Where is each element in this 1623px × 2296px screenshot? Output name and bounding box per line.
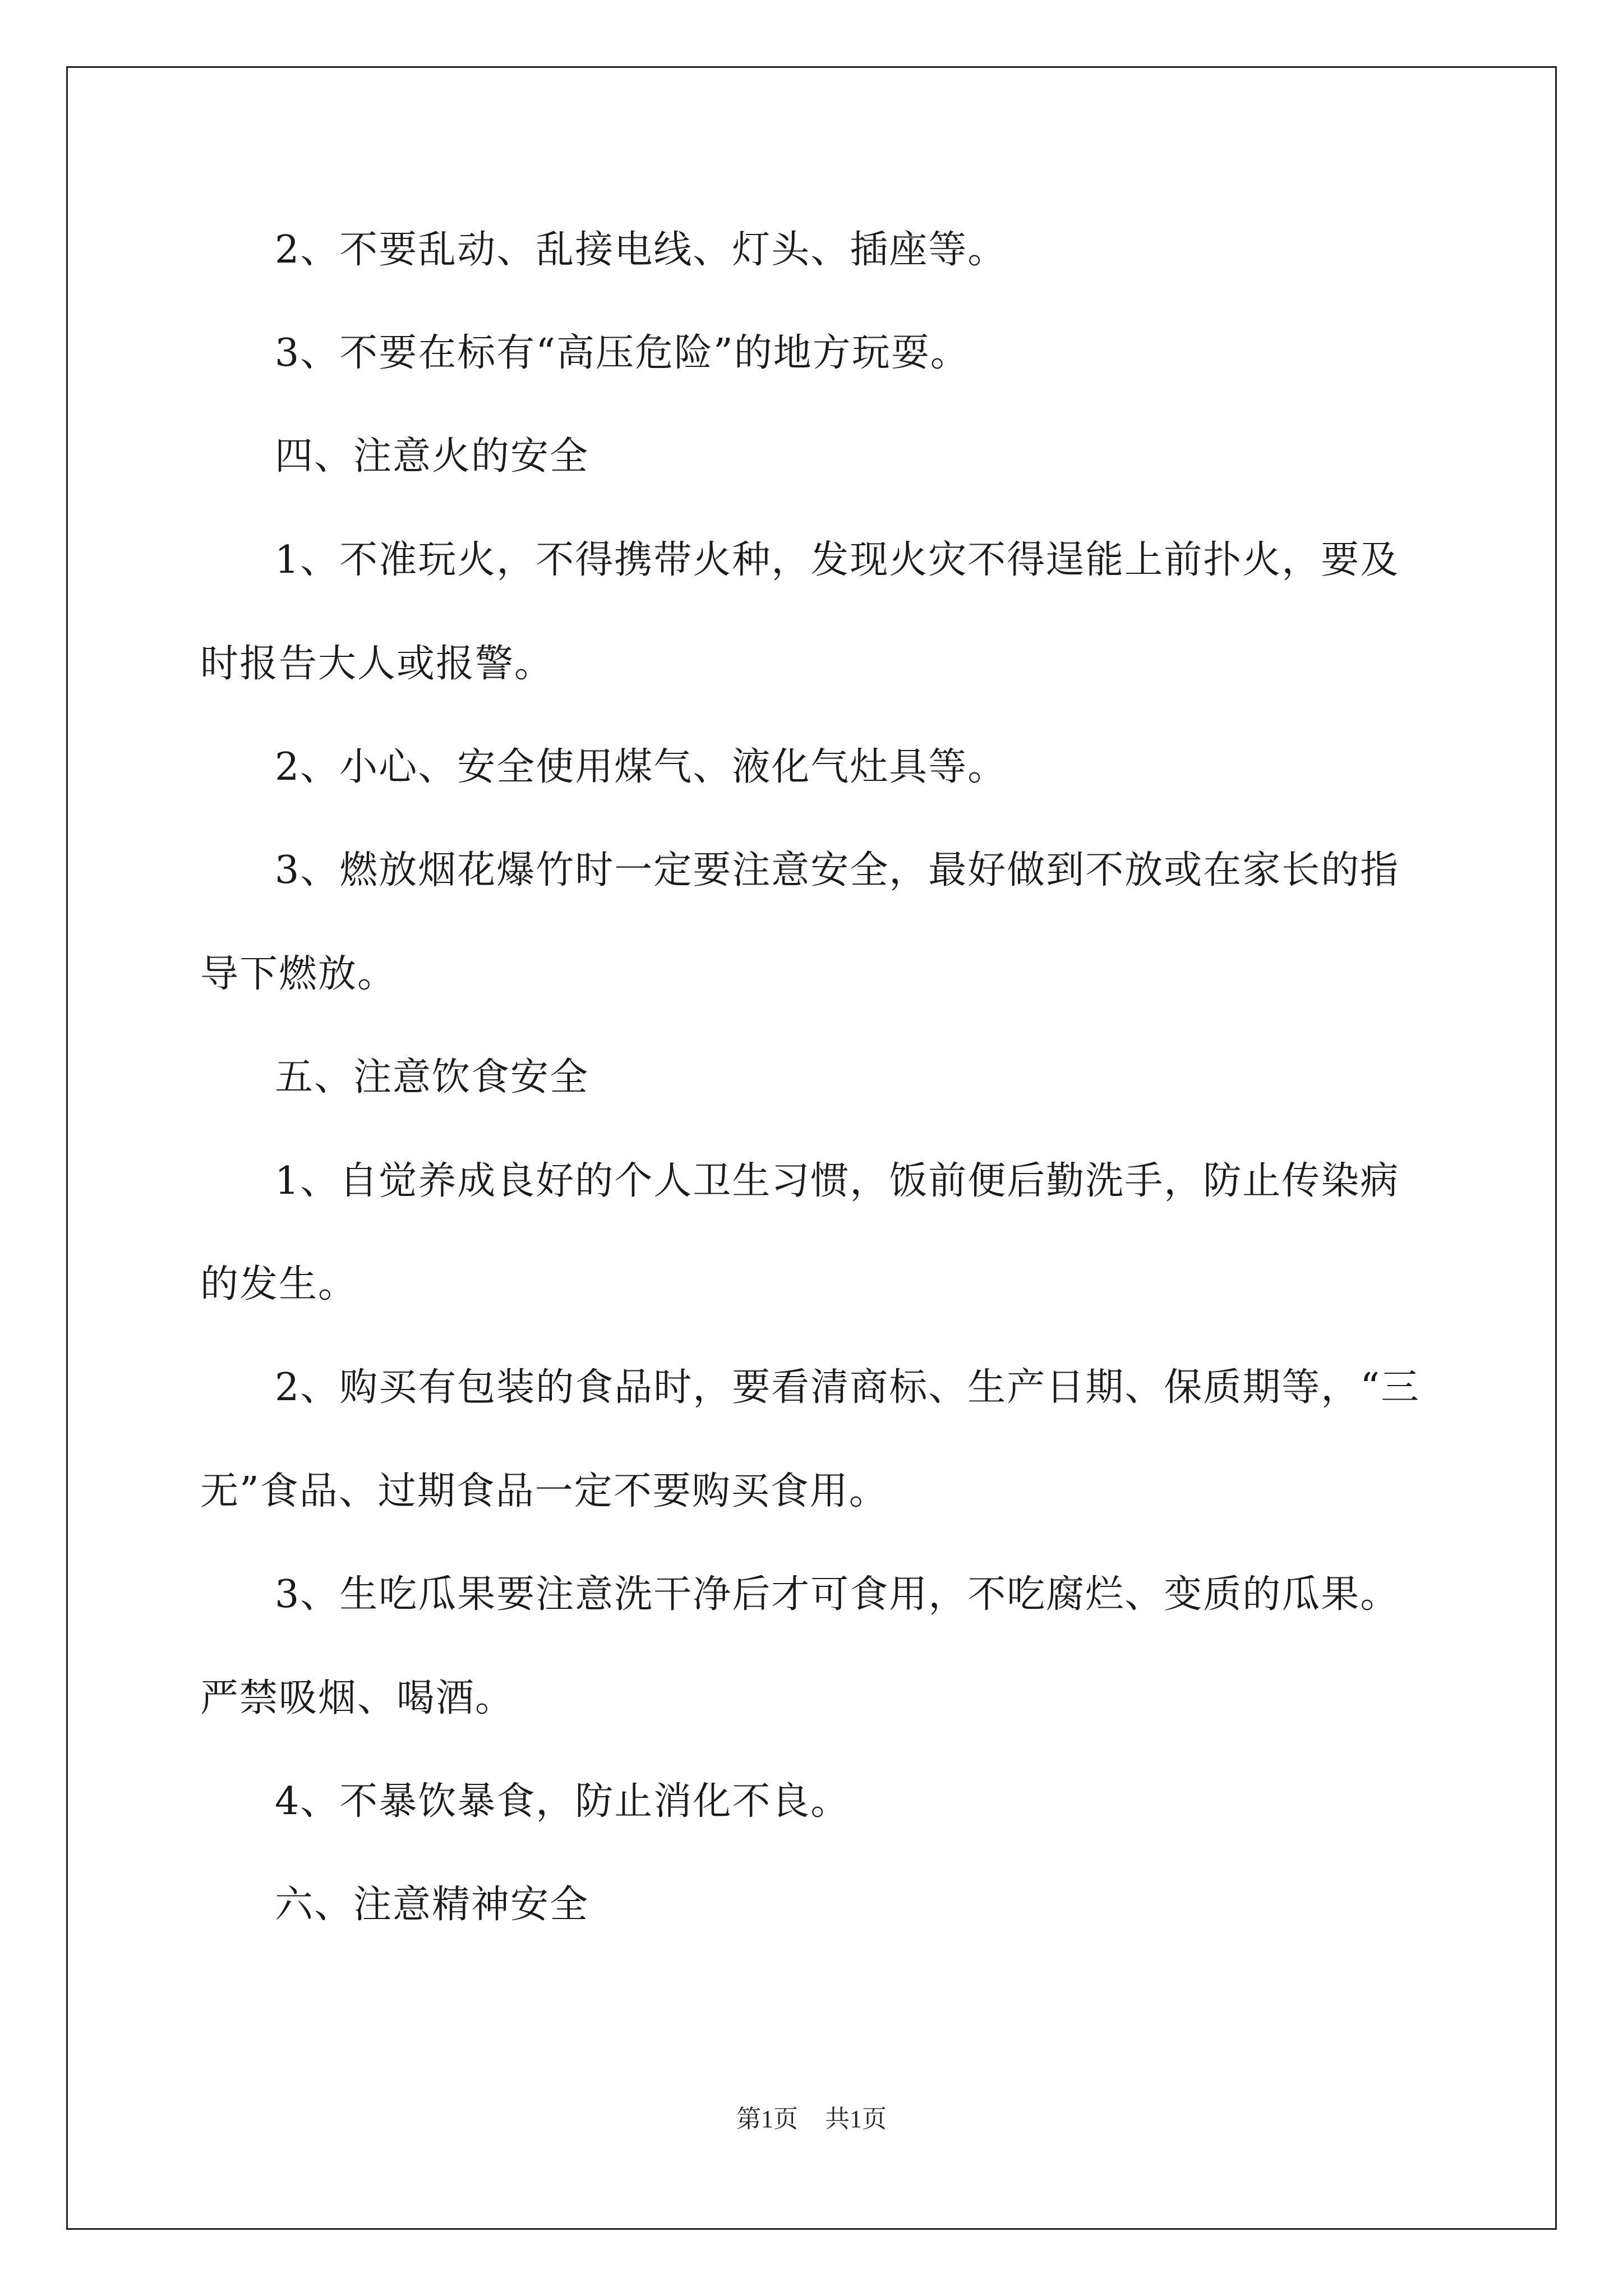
- paragraph-line: 4、不暴饮暴食，防止消化不良。: [275, 1779, 850, 1824]
- paragraph-line: 的发生。: [200, 1262, 358, 1306]
- section-heading: 四、注意火的安全: [275, 434, 589, 478]
- page-footer: [0, 2104, 1623, 2135]
- paragraph-line: 严禁吸烟、喝酒。: [200, 1676, 515, 1720]
- paragraph-line: 1、不准玩火，不得携带火种，发现火灾不得逞能上前扑火，要及: [275, 538, 1400, 582]
- paragraph-line: 3、燃放烟花爆竹时一定要注意安全，最好做到不放或在家长的指: [275, 848, 1400, 892]
- paragraph-line: 3、生吃瓜果要注意洗干净后才可食用，不吃腐烂、变质的瓜果。: [275, 1572, 1400, 1617]
- paragraph-line: 3、不要在标有“高压危险”的地方玩耍。: [275, 331, 970, 375]
- paragraph-line: 1、自觉养成良好的个人卫生习惯，饭前便后勤洗手，防止传染病: [275, 1159, 1400, 1203]
- paragraph-line: 导下燃放。: [200, 952, 397, 996]
- paragraph-line: 2、购买有包装的食品时，要看清商标、生产日期、保质期等，“三: [275, 1365, 1421, 1410]
- paragraph-line: 2、小心、安全使用煤气、液化气灶具等。: [275, 745, 1007, 789]
- paragraph-line: 时报告大人或报警。: [200, 642, 554, 686]
- paragraph-line: 2、不要乱动、乱接电线、灯头、插座等。: [275, 228, 1007, 272]
- page-number-total: 共1页: [825, 2105, 887, 2133]
- page-number-current: 第1页: [736, 2105, 798, 2133]
- section-heading: 六、注意精神安全: [275, 1883, 589, 1927]
- paragraph-line: 无”食品、过期食品一定不要购买食用。: [200, 1469, 888, 1513]
- section-heading: 五、注意饮食安全: [275, 1055, 589, 1099]
